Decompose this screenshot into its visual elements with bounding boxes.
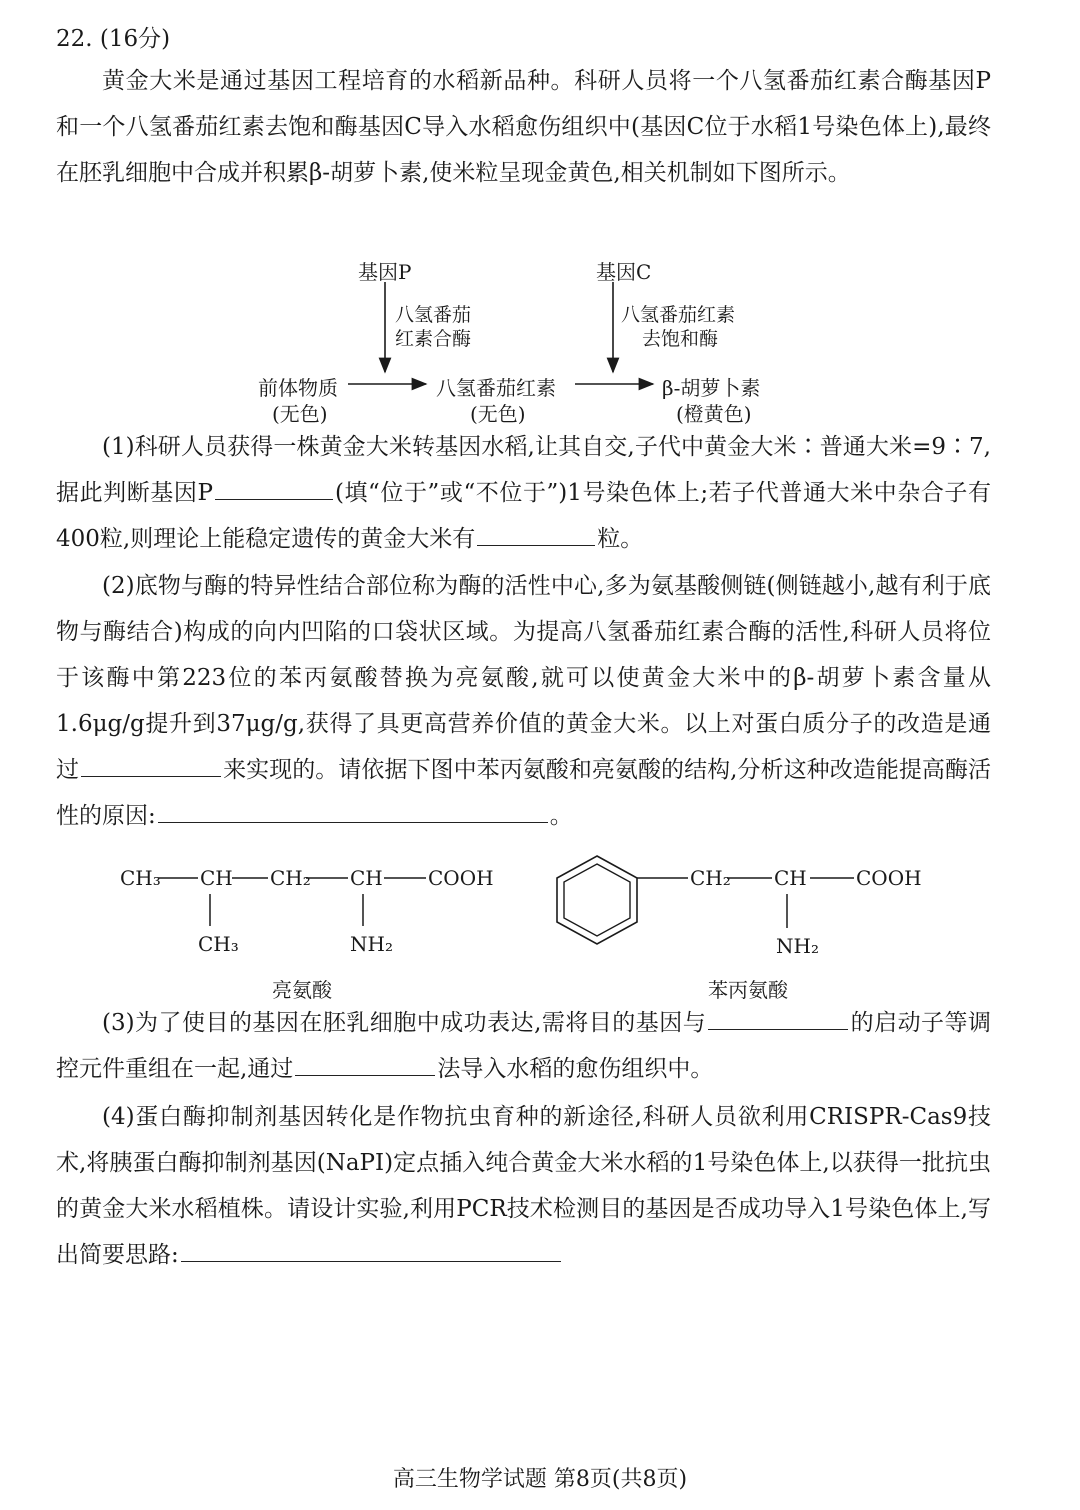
benzene-ring-icon [557, 856, 637, 944]
phytoene-color: (无色) [470, 402, 526, 426]
q2-blank-2[interactable] [158, 796, 548, 823]
phytoene-label: 八氢番茄红素 [436, 376, 556, 400]
phe-cooh: COOH [856, 866, 922, 890]
leu-ch3-a: CH₃ [120, 866, 161, 890]
phenylalanine-name: 苯丙氨酸 [708, 978, 788, 1002]
phe-ch2: CH₂ [690, 866, 731, 890]
leu-ch3-b: CH₃ [198, 932, 239, 956]
q1-text-b: (填“位于”或“不位于”)1号染色体上;若子代普通大米中杂合子有400粒,则理论上能稳定遗传的黄金大米有 [56, 480, 991, 552]
pathway-diagram [0, 250, 1080, 430]
precursor-label: 前体物质 [258, 376, 338, 400]
q1-blank-1[interactable] [215, 473, 333, 500]
q3-blank-2[interactable] [295, 1049, 435, 1076]
q1-text-a: (1)科研人员获得一株黄金大米转基因水稻,让其自交,子代中黄金大米∶普通大米=9∶7,据此判断基因P [56, 434, 991, 506]
leucine-name: 亮氨酸 [272, 978, 332, 1002]
q1-blank-2[interactable] [477, 519, 595, 546]
q3-blank-1[interactable] [708, 1003, 848, 1030]
q2-blank-1[interactable] [81, 750, 221, 777]
q4-blank-1[interactable] [181, 1235, 561, 1262]
q4-text-a: (4)蛋白酶抑制剂基因转化是作物抗虫育种的新途径,科研人员欲利用CRISPR-Cas9技术,将胰蛋白酶抑制剂基因(NaPI)定点插入纯合黄金大米水稻的1号染色体上,以获得一批抗虫的黄金大米水稻植株。请设计实验,利用PCR技术检测目的基因是否成功导入1号染色体上,写出简要思路: [56, 1104, 991, 1268]
beta-carotene-color: (橙黄色) [676, 402, 752, 426]
question-number: 22. (16分) [56, 26, 171, 52]
q3-text-b: 的启动子等调控元件重组在一起,通过 [56, 1010, 992, 1082]
leu-cooh: COOH [428, 866, 494, 890]
leu-ch2: CH₂ [270, 866, 311, 890]
enzyme-c-line2: 去饱和酶 [642, 328, 719, 350]
q2-text-b: 来实现的。请依据下图中苯丙氨酸和亮氨酸的结构,分析这种改造能提高酶活性的原因: [56, 757, 992, 829]
q2-text-a: (2)底物与酶的特异性结合部位称为酶的活性中心,多为氨基酸侧链(侧链越小,越有利于底物与酶结合)构成的向内凹陷的口袋状区域。为提高八氢番茄红素合酶的活性,科研人员将位于该酶中第223位的苯丙氨酸替换为亮氨酸,就可以使黄金大米中的β-胡萝卜素含量从1.6μg/g提升到37μg/g,获得了具更高营养价值的黄金大米。以上对蛋白质分子的改造是通过 [56, 573, 991, 783]
pathway-arrows [0, 250, 1080, 430]
question-intro: 黄金大米是通过基因工程培育的水稻新品种。科研人员将一个八氢番茄红素合酶基因P和一个八氢番茄红素去饱和酶基因C导入水稻愈伤组织中(基因C位于水稻1号染色体上),最终在胚乳细胞中合成并积累β-胡萝卜素,使米粒呈现金黄色,相关机制如下图所示。 [56, 68, 991, 186]
question-3 [56, 1000, 991, 1092]
gene-p-label: 基因P [358, 260, 412, 284]
phe-nh2: NH₂ [776, 934, 819, 958]
phe-ch: CH [774, 866, 807, 890]
enzyme-p-line1: 八氢番茄 [395, 304, 472, 326]
precursor-color: (无色) [272, 402, 328, 426]
page-footer: 高三生物学试题 第8页(共8页) [392, 1467, 688, 1492]
beta-carotene-label: β-胡萝卜素 [662, 376, 761, 400]
question-2 [56, 563, 991, 839]
gene-c-label: 基因C [596, 260, 652, 284]
question-4 [56, 1094, 991, 1278]
leu-ch-b: CH [350, 866, 383, 890]
question-1 [56, 424, 991, 562]
enzyme-c-line1: 八氢番茄红素 [621, 304, 736, 326]
q3-text-c: 法导入水稻的愈伤组织中。 [437, 1056, 714, 1082]
q3-text-a: (3)为了使目的基因在胚乳细胞中成功表达,需将目的基因与 [102, 1010, 707, 1036]
leu-nh2: NH₂ [350, 932, 393, 956]
enzyme-p-line2: 红素合酶 [395, 328, 472, 350]
q2-text-c: 。 [549, 803, 573, 829]
amino-acid-structures [0, 850, 1080, 1010]
leu-ch-a: CH [200, 866, 233, 890]
q1-text-c: 粒。 [597, 526, 644, 552]
